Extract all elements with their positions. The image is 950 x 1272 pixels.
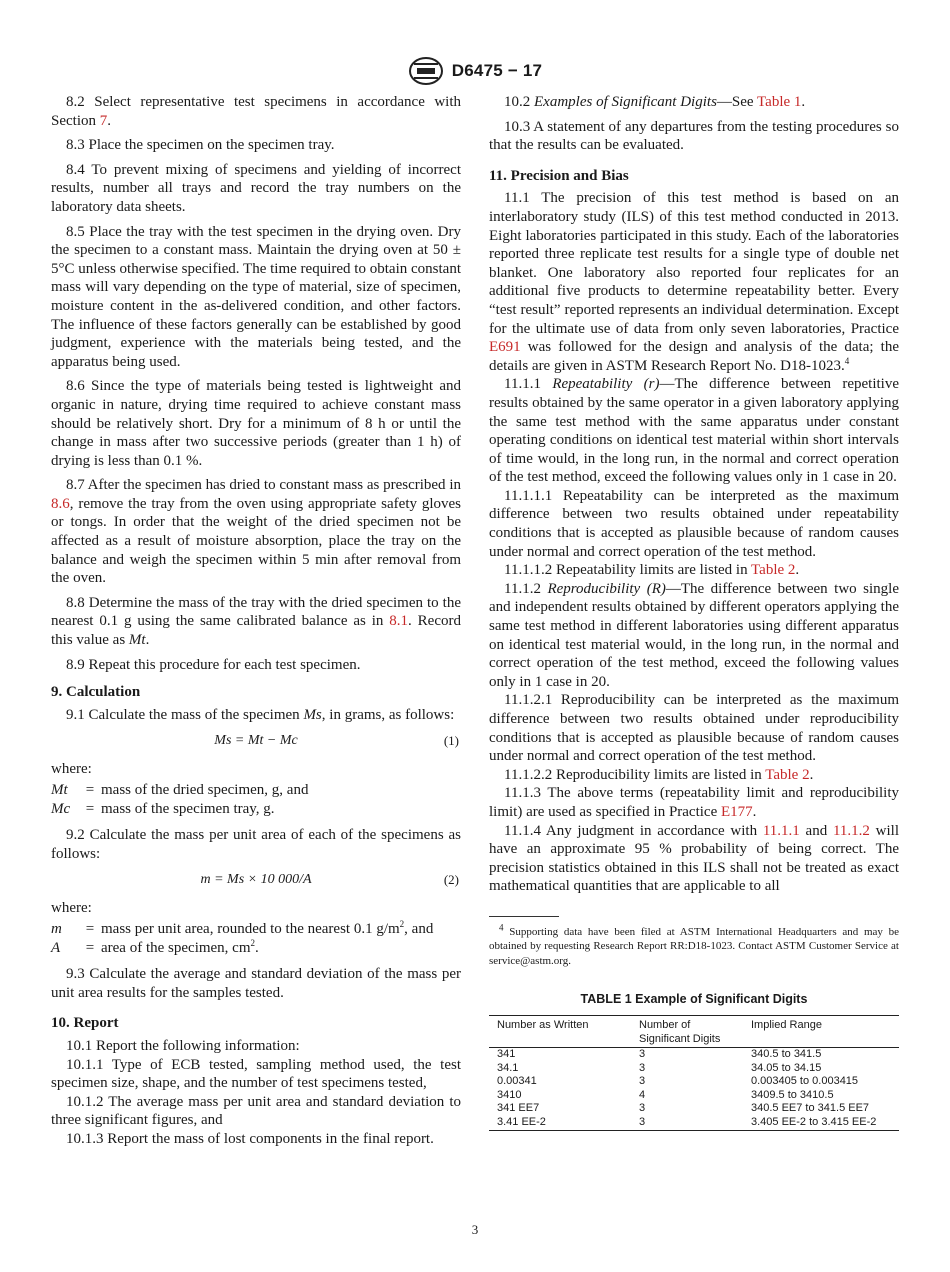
- section-11-1-2-2: 11.1.2.2 Reproducibility limits are listed in Table 2.: [504, 766, 814, 783]
- footnote-marker: 4: [844, 355, 850, 366]
- standard-ref-link[interactable]: E691: [489, 339, 521, 356]
- section-11-1: 11.1 The precision of this test method is based on an interlaboratory study (ILS) of this test method conducted in 2013. Eight laboratories participated in this study. Each of the laboratories reported three replicate test results for a single type of double net blanket. One laboratory also reported four replicates for an additional five products to determine repeatability better. Every “test result” reported represents an individual determination. Except for the ultimate use of data from only seven laboratories, Practice E691 was followed for the design and analysis of the data; the details are given in ASTM Research Report No. D18-1023.$^4$: [489, 190, 899, 374]
- page-number: 3: [471, 1222, 479, 1237]
- section-8-2: 8.2 Select representative test specimens in accordance with Section 7.: [51, 94, 461, 129]
- variable-definition: Mt = mass of the dried specimen, g, and: [51, 782, 309, 798]
- equation-expression: m = Ms × 10 000/A: [200, 872, 312, 888]
- footnote: $^4$ Supporting data have been filed at ASTM International Headquarters and may be obtained by requesting Research Report RR:D18-1023. Contact ASTM Customer Service at service@astm.org.: [489, 922, 899, 967]
- standard-designation: D6475 − 17: [451, 61, 543, 80]
- page-header: [0, 56, 950, 86]
- section-11-1-2: 11.1.2 Reproducibility (R)—The difference between two single and independent results obtained by different operators applying the same test method in different laboratories using different apparatus on identical test material would, in the long run, in the normal and correct operation of the test method, exceed the following values only in 1 case in 20.: [489, 580, 899, 690]
- standard-ref-link[interactable]: E177: [721, 803, 753, 820]
- right-column: [489, 93, 899, 1131]
- section-8-3: 8.3 Place the specimen on the specimen tray.: [66, 137, 335, 154]
- section-10-3: 10.3 A statement of any departures from the testing procedures so that the results can be evaluated.: [489, 118, 899, 154]
- section-heading: 9. Calculation: [51, 684, 141, 701]
- where-label: where:: [51, 761, 92, 778]
- section-ref-link[interactable]: 11.1.1: [762, 822, 800, 839]
- table-row: 3.41 EE-2 3 3.405 EE-2 to 3.415 EE-2: [489, 1116, 899, 1130]
- section-ref-link[interactable]: 11.1.2: [832, 822, 870, 839]
- column-header: Number of Significant Digits: [639, 1019, 721, 1046]
- table-row: 0.00341 3 0.003405 to 0.003415: [497, 1075, 859, 1088]
- section-8-4: 8.4 To prevent mixing of specimens and yielding of incorrect results, number all trays and record the tray numbers on the laboratory data sheets.: [51, 161, 461, 215]
- variable-definition: m = mass per unit area, rounded to the nearest 0.1 $g/m^2$, and: [51, 918, 434, 937]
- table-header-row: [489, 1016, 899, 1048]
- column-header: Implied Range: [751, 1019, 822, 1032]
- significant-digits-table: [489, 1015, 899, 1131]
- left-column: [51, 93, 461, 1155]
- footnote-divider: [489, 916, 559, 917]
- table-row: 341 EE7 3 340.5 EE7 to 341.5 EE7: [497, 1102, 870, 1115]
- section-10-1-2: 10.1.2 The average mass per unit area and standard deviation to three significant figures, and: [51, 1093, 461, 1129]
- section-8-7: 8.7 After the specimen has dried to constant mass as prescribed in 8.6, remove the tray from the oven using appropriate safety gloves or tongs. In order that the weight of the dried specimen not be affected as a result of moisture absorption, place the tray on the balance and weigh the specimen within 5 min after removal from the oven.: [51, 477, 461, 587]
- section-8-8: 8.8 Determine the mass of the tray with the dried specimen to the nearest 0.1 g using the same calibrated balance as in 8.1. Record this value as Mt.: [51, 594, 461, 649]
- section-ref-link[interactable]: 8.6: [51, 495, 70, 512]
- equation-1: [51, 730, 461, 752]
- equation-expression: Ms = Mt − Mc: [214, 733, 298, 749]
- section-heading: 11. Precision and Bias: [489, 167, 629, 184]
- section-10-1-3: 10.1.3 Report the mass of lost components in the final report.: [66, 1130, 434, 1147]
- section-11-1-3: 11.1.3 The above terms (repeatability limit and reproducibility limit) are used as specified in Practice E177.: [489, 785, 899, 820]
- section-8-9: 8.9 Repeat this procedure for each test specimen.: [66, 656, 361, 673]
- table-caption: TABLE 1 Example of Significant Digits: [580, 992, 808, 1007]
- table-row: 341 3 340.5 to 341.5: [497, 1048, 822, 1061]
- column-header: Number as Written: [497, 1019, 589, 1032]
- section-11-1-4: 11.1.4 Any judgment in accordance with 11.1.1 and 11.1.2 will have an approximate 95 % probability of being correct. The precision statistics obtained in this ILS shall not be treated as exact mathematical quantities that are applicable to all: [489, 822, 899, 895]
- variable-definition: Mc = mass of the specimen tray, g.: [51, 800, 275, 817]
- table-ref-link[interactable]: Table 2: [751, 562, 796, 579]
- section-9-3: 9.3 Calculate the average and standard deviation of the mass per unit area results for the samples tested.: [51, 966, 461, 1001]
- table-ref-link[interactable]: Table 1: [757, 94, 802, 110]
- section-10-1: 10.1 Report the following information:: [66, 1037, 300, 1054]
- equation-2: [51, 869, 461, 891]
- astm-logo-icon: [408, 56, 444, 86]
- section-ref-link[interactable]: 7: [99, 112, 108, 129]
- section-11-1-1: 11.1.1 Repeatability (r)—The difference between repetitive results obtained by the same operator in a given laboratory applying the same test method with the same apparatus under constant operating conditions on identical test material within short intervals of time would, in the long run, in the normal and correct operation of the test method, exceed the following values only in 1 case in 20.: [489, 376, 899, 486]
- section-8-6: 8.6 Since the type of materials being tested is lightweight and organic in nature, drying time required to achieve constant mass should be relatively short. Dry for a minimum of 8 h or until the change in mass after two successive periods (greater than 1 h) of drying is less than 0.1 %.: [51, 378, 461, 469]
- where-label: where:: [51, 900, 92, 917]
- section-10-1-1: 10.1.1 Type of ECB tested, sampling method used, the test specimen size, shape, and the number of test specimens tested,: [51, 1056, 461, 1092]
- variable-definition: A = area of the specimen, $cm^2$.: [51, 937, 259, 956]
- section-11-1-1-2: 11.1.1.2 Repeatability limits are listed in Table 2.: [504, 562, 800, 579]
- section-10-2: 10.2 Examples of Significant Digits—See Table 1.: [504, 94, 806, 110]
- equation-number: (2): [443, 872, 459, 888]
- table-ref-link[interactable]: Table 2: [765, 766, 810, 783]
- section-11-1-1-1: 11.1.1.1 Repeatability can be interpreted as the maximum difference between two results obtained under repeatability conditions that is accepted as plausible because of random causes under normal and correct operation of the test method.: [489, 487, 899, 560]
- section-11-1-2-1: 11.1.2.1 Reproducibility can be interpreted as the maximum difference between two results obtained under reproducibility conditions that is accepted as plausible because of random causes under normal and correct operation of the test method.: [489, 692, 899, 765]
- equation-number: (1): [443, 733, 459, 749]
- section-heading: 10. Report: [51, 1015, 119, 1032]
- table-row: 3410 4 3409.5 to 3410.5: [497, 1088, 834, 1101]
- section-ref-link[interactable]: 8.1: [389, 613, 409, 630]
- section-9-1: 9.1 Calculate the mass of the specimen Ms, in grams, as follows:: [66, 706, 455, 723]
- section-9-2: 9.2 Calculate the mass per unit area of each of the specimens as follows:: [51, 827, 461, 862]
- table-row: 34.1 3 34.05 to 34.15: [497, 1061, 822, 1074]
- section-8-5: 8.5 Place the tray with the test specimen in the drying oven. Dry the specimen to a constant mass. Maintain the drying oven at 50 ± 5°C unless otherwise specified. The time required to obtain constant mass will vary depending on the type of material, size of specimen, moisture content in the as-delivered condition, and other factors. The influence of these factors generally can be established by good judgment, experience with the materials being tested, and the apparatus being used.: [51, 223, 461, 370]
